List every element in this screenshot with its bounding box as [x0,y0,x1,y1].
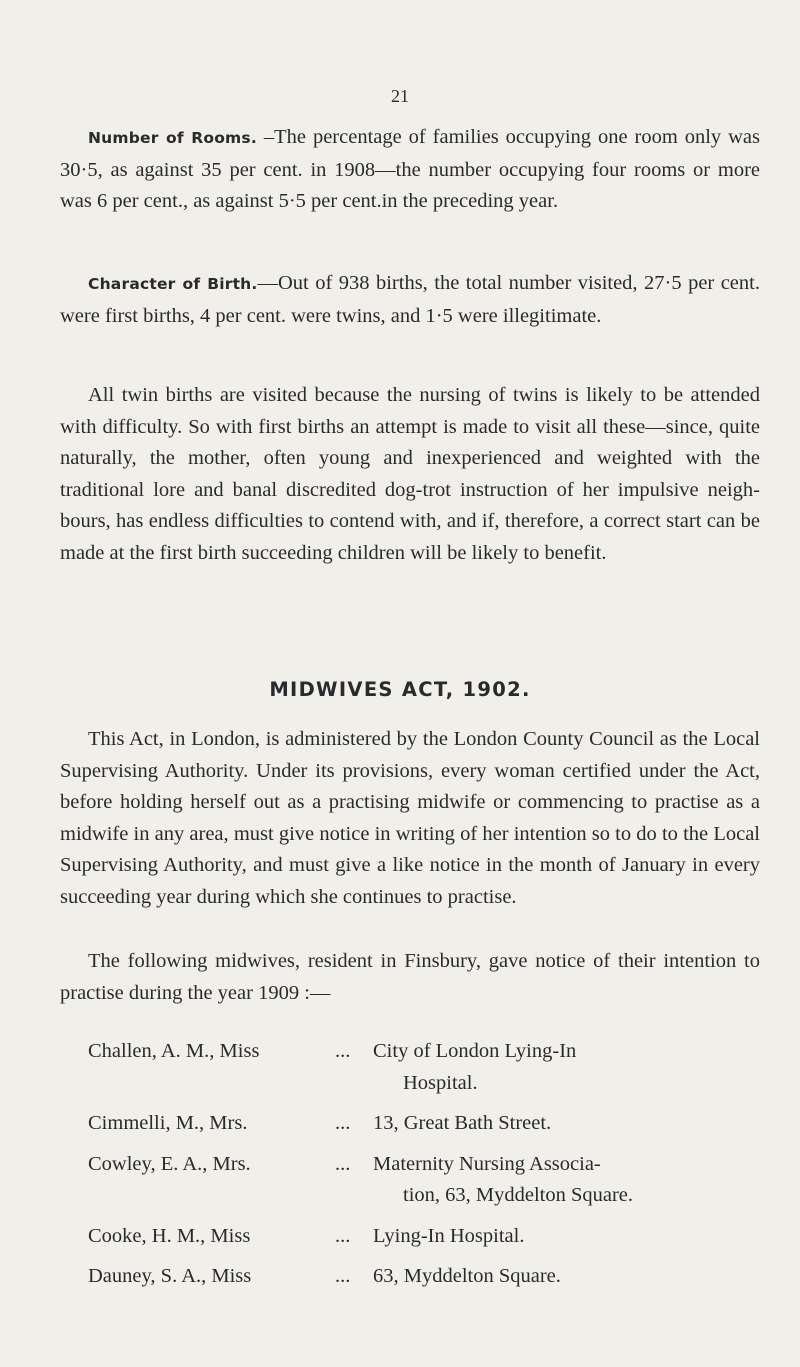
page-number: 21 [391,86,409,106]
midwife-name: Cimmelli, M., Mrs. [88,1112,248,1134]
list-item [88,1149,768,1212]
leader-dots: ... [335,1224,351,1247]
midwives-list [88,1036,768,1293]
midwife-name: Cowley, E. A., Mrs. [88,1152,251,1175]
paragraph-twin-births: All twin births are visited because the nursing of twins is likely to be attended with difficulty. So with first births an attempt is made to visit all these—since, quite naturally, the mother, often young and inexperienced and weighted with the traditional lore and banal discredited dog-trot instruction of her impulsive neigh- bours, has endless difficulties to contend with, and if, therefore, a correct start can be made at the first birth succeeding children will be likely to benefit. [60,384,760,564]
address-continuation: tion, 63, Myddelton Square. [403,1184,634,1206]
address-line: City of London Lying-In [373,1040,577,1062]
midwife-address [373,1149,768,1212]
midwife-address [373,1108,768,1140]
leader-dots: ... [335,1152,351,1175]
paragraph-act: This Act, in London, is administered by the London County Council as the Local Supervising Authority. Under its provisions, every woman certified under the Act, before holding herself out as a practising midwife or commencing to practise as a midwife in any area, must give notice in writing of her intention so to do to the Local Supervising Authority, and must give a like notice in the month of January in every succeeding year during which she continues to practise. [60,728,760,908]
address-line: 63, Myddelton Square. [373,1265,561,1287]
midwife-name: Cooke, H. M., Miss [88,1224,251,1247]
list-item [88,1108,768,1140]
list-item [88,1036,768,1099]
section-heading: MIDWIVES ACT, 1902. [269,678,531,701]
address-line: 13, Great Bath Street. [373,1112,552,1134]
midwife-address [373,1261,768,1293]
leader-dots: ... [335,1265,351,1287]
paragraph-character-of-birth [60,268,760,332]
midwife-address [373,1036,768,1099]
run-in-heading-character-of-birth: Character of Birth. [88,275,258,293]
midwife-address [373,1221,768,1253]
list-item [88,1261,768,1293]
paragraph-text: –The percentage of families occupying one room only was 30·5, as against 35 per cent. in 1908—the number occupying four rooms or more was 6 per cent., as against 5·5 per cent.in the preceding year. [60,126,761,212]
paragraph-number-of-rooms [60,122,760,218]
address-line: Maternity Nursing Associa- [373,1152,601,1175]
address-continuation: Hospital. [403,1071,478,1094]
leader-dots: ... [335,1040,351,1062]
list-item [88,1221,768,1253]
midwife-name: Challen, A. M., Miss [88,1040,260,1062]
midwife-name: Dauney, S. A., Miss [88,1265,252,1287]
address-line: Lying-In Hospital. [373,1224,525,1247]
paragraph-text: —Out of 938 births, the total number visited, 27·5 per cent. were first births, 4 per cent. were twins, and 1·5 were illegitimate. [60,272,760,327]
leader-dots: ... [335,1112,351,1134]
run-in-heading-number-of-rooms: Number of Rooms. [88,129,257,147]
paragraph-following-midwives: The following midwives, resident in Finsbury, gave notice of their intention to practise during the year 1909 :— [60,950,760,1004]
